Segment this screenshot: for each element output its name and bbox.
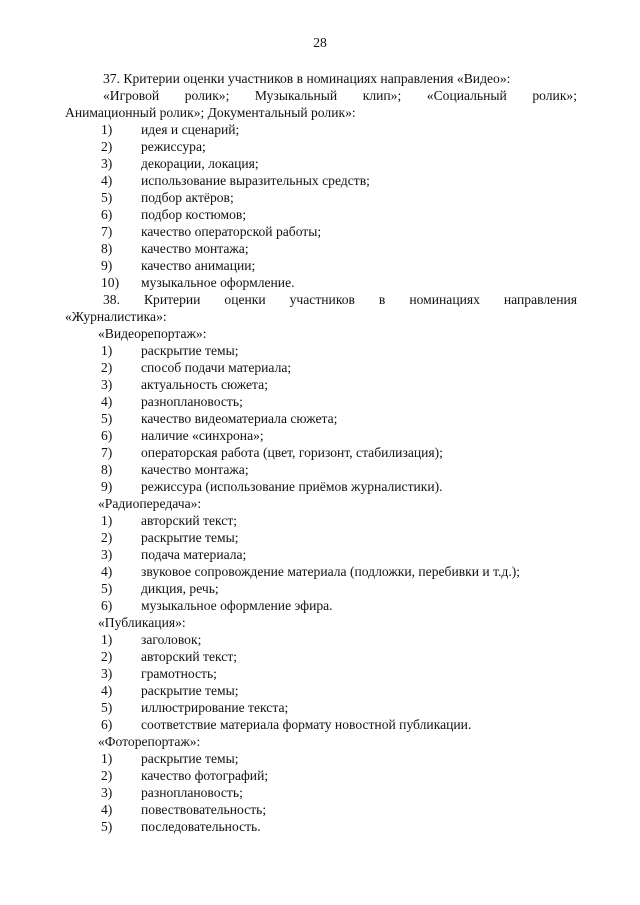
- criteria-group: [65, 733, 577, 835]
- list-item-number: 3): [101, 377, 113, 392]
- list-item: [65, 223, 577, 240]
- list-item-text: операторская работа (цвет, горизонт, стабилизация);: [141, 445, 443, 460]
- criteria-group-heading: «Публикация»:: [98, 615, 186, 630]
- list-item: [65, 376, 577, 393]
- list-item-number: 5): [101, 819, 113, 834]
- list-item: [65, 393, 577, 410]
- list-item-text: дикция, речь;: [141, 581, 219, 596]
- list-item-text: наличие «синхрона»;: [141, 428, 264, 443]
- list-item-text: грамотность;: [141, 666, 217, 681]
- list-item-number: 6): [101, 428, 113, 443]
- list-item: [65, 580, 577, 597]
- list-item-number: 6): [101, 717, 113, 732]
- list-item-text: идея и сценарий;: [141, 122, 240, 137]
- list-item-number: 1): [101, 513, 113, 528]
- list-item-text: последовательность.: [141, 819, 261, 834]
- list-item-number: 3): [101, 785, 113, 800]
- list-item: [65, 563, 577, 580]
- list-item: [65, 478, 577, 495]
- list-item-number: 9): [101, 258, 113, 273]
- list-item: [65, 716, 577, 733]
- criteria-group-heading: «Радиопередача»:: [98, 496, 202, 511]
- list-item-text: использование выразительных средств;: [141, 173, 370, 188]
- list-item-text: соответствие материала формату новостной публикации.: [141, 717, 472, 732]
- list-item: [65, 240, 577, 257]
- list-item: [65, 121, 577, 138]
- list-item-number: 7): [101, 224, 113, 239]
- list-item: [65, 274, 577, 291]
- list-item: [65, 699, 577, 716]
- list-item-text: раскрытие темы;: [141, 751, 239, 766]
- list-item-text: раскрытие темы;: [141, 683, 239, 698]
- list-item-number: 2): [101, 360, 113, 375]
- section-38-heading: 38. Критерии оценки участников в номинациях направления: [103, 292, 577, 307]
- list-item-text: музыкальное оформление эфира.: [141, 598, 333, 613]
- list-item-number: 2): [101, 139, 113, 154]
- list-item-text: подача материала;: [141, 547, 247, 562]
- list-item-number: 3): [101, 666, 113, 681]
- list-item-number: 3): [101, 156, 113, 171]
- list-item-text: способ подачи материала;: [141, 360, 292, 375]
- list-item-text: качество фотографий;: [141, 768, 269, 783]
- list-item-number: 7): [101, 445, 113, 460]
- list-item: [65, 818, 577, 835]
- list-item-number: 6): [101, 598, 113, 613]
- list-item-text: раскрытие темы;: [141, 530, 239, 545]
- section-37-criteria-list: [65, 121, 577, 291]
- section-38-groups: [65, 325, 577, 835]
- list-item-number: 9): [101, 479, 113, 494]
- list-item: [65, 189, 577, 206]
- list-item-number: 1): [101, 751, 113, 766]
- list-item: [65, 410, 577, 427]
- criteria-group-heading: «Фоторепортаж»:: [98, 734, 201, 749]
- list-item: [65, 512, 577, 529]
- list-item-text: режиссура;: [141, 139, 206, 154]
- section-38-heading-line2: «Журналистика»:: [65, 309, 167, 324]
- list-item: [65, 342, 577, 359]
- list-item-text: авторский текст;: [141, 649, 238, 664]
- list-item: [65, 206, 577, 223]
- list-item-number: 5): [101, 190, 113, 205]
- list-item-text: разноплановость;: [141, 785, 243, 800]
- list-item-text: актуальность сюжета;: [141, 377, 268, 392]
- list-item: [65, 461, 577, 478]
- list-item-number: 1): [101, 122, 113, 137]
- section-37-heading-line3: Анимационный ролик»; Документальный ролик»:: [65, 105, 356, 120]
- list-item-number: 8): [101, 241, 113, 256]
- list-item: [65, 172, 577, 189]
- list-item-text: качество операторской работы;: [141, 224, 322, 239]
- list-item-text: подбор костюмов;: [141, 207, 247, 222]
- list-item-text: разноплановость;: [141, 394, 243, 409]
- list-item-number: 4): [101, 802, 113, 817]
- section-37-heading: 37. Критерии оценки участников в номинациях направления «Видео»:: [103, 71, 511, 86]
- list-item-text: режиссура (использование приёмов журналистики).: [141, 479, 443, 494]
- document-body: [65, 70, 577, 835]
- list-item-number: 8): [101, 462, 113, 477]
- list-item-number: 2): [101, 649, 113, 664]
- list-item-text: повествовательность;: [141, 802, 267, 817]
- list-item-number: 5): [101, 700, 113, 715]
- list-item-text: музыкальное оформление.: [141, 275, 295, 290]
- list-item: [65, 529, 577, 546]
- list-item: [65, 801, 577, 818]
- list-item: [65, 631, 577, 648]
- page-number: 28: [313, 35, 327, 50]
- list-item: [65, 665, 577, 682]
- list-item: [65, 427, 577, 444]
- list-item: [65, 138, 577, 155]
- list-item-number: 6): [101, 207, 113, 222]
- list-item: [65, 359, 577, 376]
- criteria-group-heading: «Видеорепортаж»:: [98, 326, 207, 341]
- section-37-heading-line2: «Игровой ролик»; Музыкальный клип»; «Социальный ролик»;: [103, 88, 577, 103]
- list-item: [65, 444, 577, 461]
- list-item-text: авторский текст;: [141, 513, 238, 528]
- criteria-group: [65, 325, 577, 495]
- list-item: [65, 784, 577, 801]
- list-item: [65, 648, 577, 665]
- list-item-text: звуковое сопровождение материала (подложки, перебивки и т.д.);: [141, 564, 521, 579]
- list-item-number: 1): [101, 632, 113, 647]
- criteria-group: [65, 614, 577, 733]
- list-item-number: 5): [101, 411, 113, 426]
- list-item-number: 10): [101, 275, 120, 290]
- list-item-text: качество анимации;: [141, 258, 256, 273]
- list-item-number: 2): [101, 768, 113, 783]
- list-item: [65, 682, 577, 699]
- criteria-group: [65, 495, 577, 614]
- list-item: [65, 750, 577, 767]
- list-item-number: 4): [101, 394, 113, 409]
- list-item-text: качество видеоматериала сюжета;: [141, 411, 338, 426]
- list-item-number: 4): [101, 683, 113, 698]
- list-item-number: 2): [101, 530, 113, 545]
- list-item: [65, 546, 577, 563]
- list-item-number: 3): [101, 547, 113, 562]
- list-item-text: качество монтажа;: [141, 241, 249, 256]
- list-item: [65, 767, 577, 784]
- list-item-number: 1): [101, 343, 113, 358]
- list-item-number: 4): [101, 173, 113, 188]
- list-item: [65, 257, 577, 274]
- list-item: [65, 155, 577, 172]
- list-item-number: 5): [101, 581, 113, 596]
- list-item-text: раскрытие темы;: [141, 343, 239, 358]
- list-item-text: подбор актёров;: [141, 190, 234, 205]
- list-item-text: иллюстрирование текста;: [141, 700, 289, 715]
- list-item-text: качество монтажа;: [141, 462, 249, 477]
- list-item-text: декорации, локация;: [141, 156, 259, 171]
- list-item: [65, 597, 577, 614]
- list-item-number: 4): [101, 564, 113, 579]
- list-item-text: заголовок;: [141, 632, 202, 647]
